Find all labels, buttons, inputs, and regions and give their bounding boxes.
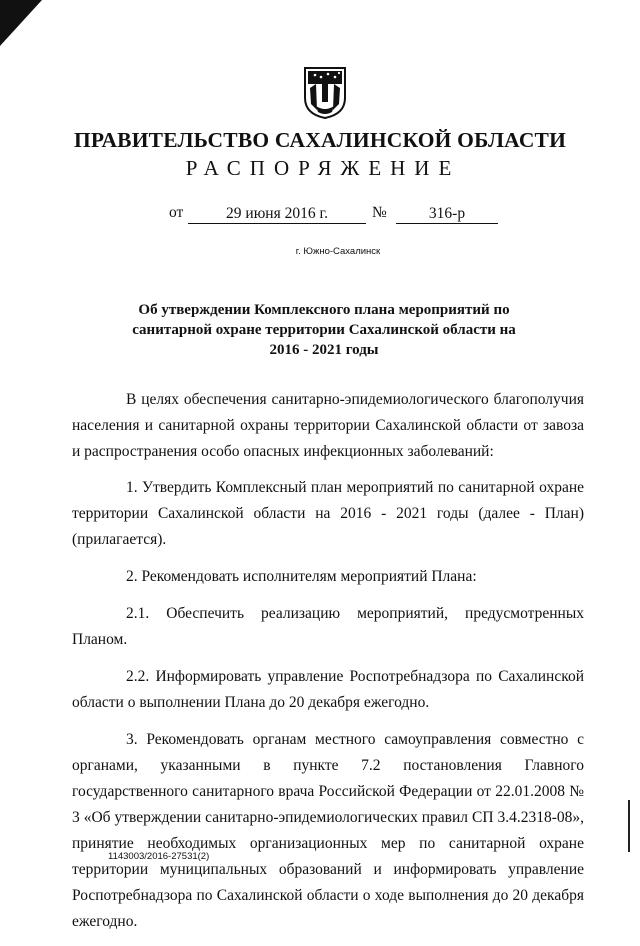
corner-fold-mark xyxy=(0,0,50,48)
coat-of-arms-icon xyxy=(302,62,348,120)
document-number: 316-р xyxy=(396,204,498,224)
preamble-paragraph: В целях обеспечения санитарно-эпидемиологического благополучия населения и санитарной охраны территории Сахалинской области от завоза и распространения особо опасных инфекционных заболеваний: xyxy=(72,391,584,460)
subject-line: санитарной охране территории Сахалинской области на xyxy=(132,322,516,338)
subject-line: 2016 - 2021 годы xyxy=(269,342,379,358)
date-label: от xyxy=(169,204,184,221)
scan-edge-mark xyxy=(628,800,630,852)
document-subject xyxy=(120,300,528,360)
number-label: № xyxy=(372,204,387,221)
city: г. Южно-Сахалинск xyxy=(295,246,381,257)
clause-2-2: 2.2. Информировать управление Роспотребнадзора по Сахалинской области о выполнении Плана до 20 декабря ежегодно. xyxy=(72,668,584,711)
organization-title: ПРАВИТЕЛЬСТВО САХАЛИНСКОЙ ОБЛАСТИ xyxy=(73,128,567,152)
subject-line: Об утверждении Комплексного плана мероприятий по xyxy=(138,302,510,318)
clause-3: 3. Рекомендовать органам местного самоуправления совместно с органами, указанными в пункте 7.2 постановления Главного государственного санитарного врача Российской Федерации от 22.01.2008 № 3 «Об утверждении санитарно-эпидемиологических правил СП 3.4.2318-08», принятие необходимых организационных мер по санитарной охране территории муниципальных образований и информировать управление Роспотребнадзора по Сахалинской области о ходе выполнения до 20 декабря ежегодно. xyxy=(72,731,584,930)
document-date: 29 июня 2016 г. xyxy=(188,204,366,224)
clause-2: 2. Рекомендовать исполнителям мероприятий Плана: xyxy=(126,568,477,585)
document-body xyxy=(72,387,584,946)
clause-2-1: 2.1. Обеспечить реализацию мероприятий, предусмотренных Планом. xyxy=(72,605,584,648)
document-code: 1143003/2016-27531(2) xyxy=(108,851,210,862)
document-type: РАСПОРЯЖЕНИЕ xyxy=(185,156,461,180)
document-meta xyxy=(0,204,640,228)
clause-1: 1. Утвердить Комплексный план мероприятий по санитарной охране территории Сахалинской области на 2016 - 2021 годы (далее - План) (прилагается). xyxy=(72,479,584,548)
